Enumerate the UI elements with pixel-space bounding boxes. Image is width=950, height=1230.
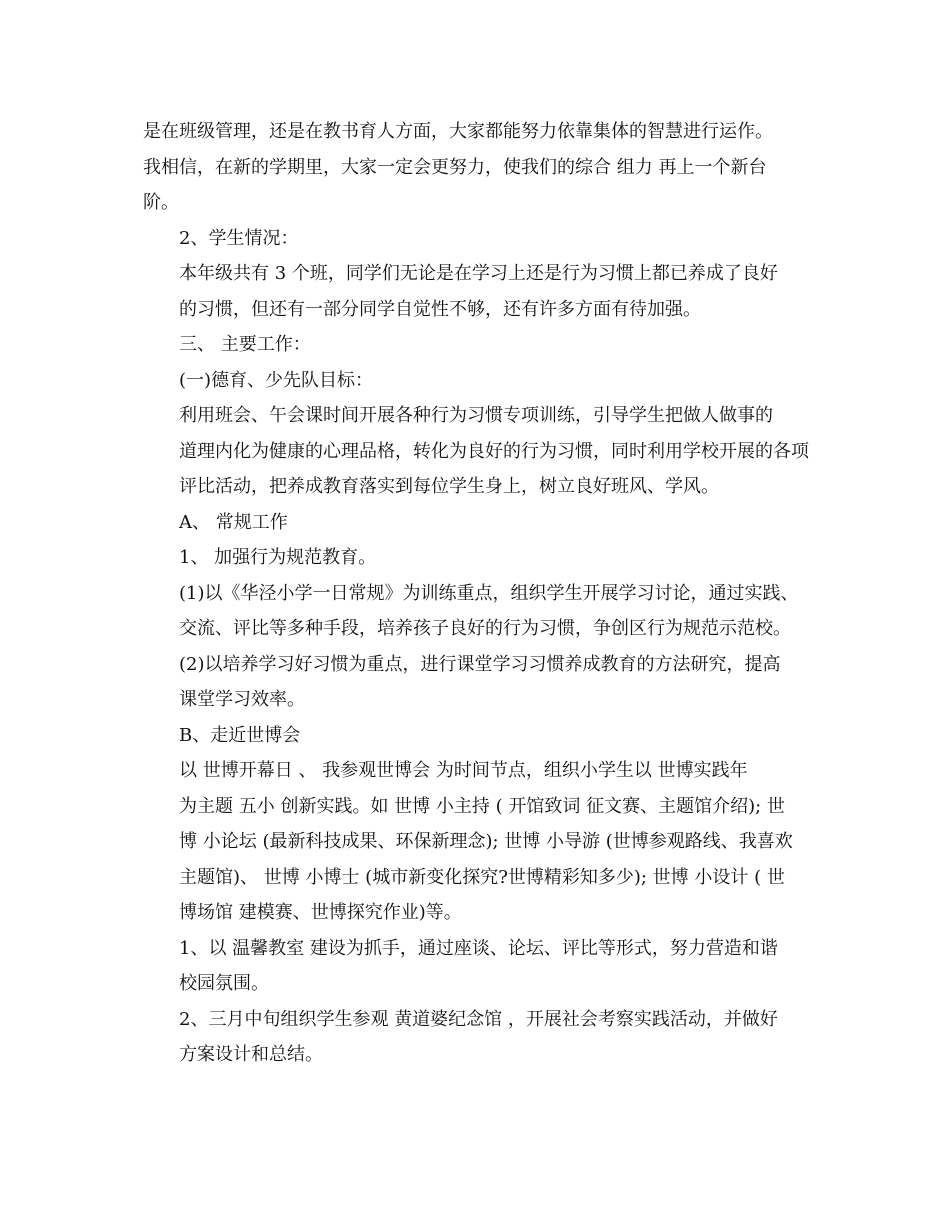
text-line: B、走近世博会 — [179, 724, 301, 746]
paragraph — [143, 576, 833, 647]
text-line: 为主题 五小 创新实践。如 世博 小主持 ( 开馆致词 征文赛、主题馆介绍); 世 — [179, 795, 785, 817]
text-line: 的习惯，但还有一部分同学自觉性不够，还有许多方面有待加强。 — [179, 298, 701, 320]
paragraph — [143, 718, 833, 754]
text-line: 阶。 — [143, 192, 179, 213]
text-line: 主题馆)、 世博 小博士 (城市新变化探究?世博精彩知多少); 世博 小设计 ( 世 — [179, 866, 785, 888]
paragraph — [143, 931, 833, 1002]
paragraph — [143, 221, 833, 257]
text-line: 方案设计和总结。 — [179, 1044, 323, 1065]
text-line: 课堂学习效率。 — [179, 689, 305, 710]
text-line: 2、三月中旬组织学生参观 黄道婆纪念馆 ，开展社会考察实践活动，并做好 — [179, 1008, 778, 1030]
text-line: 1、 加强行为规范教育。 — [179, 547, 377, 568]
text-line: A、 常规工作 — [179, 511, 288, 533]
text-line: 博 小论坛 (最新科技成果、环保新理念); 世博 小导游 (世博参观路线、我喜欢 — [179, 831, 793, 852]
paragraph — [143, 256, 833, 327]
text-line: 我相信，在新的学期里，大家一定会更努力，使我们的综合 组力 再上一个新台 — [143, 156, 767, 178]
paragraph — [143, 1002, 833, 1073]
paragraph — [143, 647, 833, 718]
text-line: 利用班会、午会课时间开展各种行为习惯专项训练，引导学生把做人做事的 — [179, 405, 773, 426]
document-body — [143, 114, 833, 1073]
text-line: 校园氛围。 — [179, 973, 269, 994]
paragraph — [143, 114, 833, 221]
paragraph — [143, 753, 833, 931]
text-line: 博场馆 建模赛、世博探究作业)等。 — [179, 902, 462, 923]
paragraph — [143, 363, 833, 399]
text-line: 评比活动，把养成教育落实到每位学生身上，树立良好班风、学风。 — [179, 476, 719, 497]
text-line: 是在班级管理，还是在教书育人方面，大家都能努力依靠集体的智慧进行运作。 — [143, 121, 773, 142]
text-line: 2、学生情况： — [179, 227, 299, 249]
text-line: 交流、评比等多种手段，培养孩子良好的行为习惯，争创区行为规范示范校。 — [179, 618, 791, 639]
text-line: (一)德育、少先队目标： — [179, 369, 374, 391]
paragraph — [143, 505, 833, 541]
paragraph — [143, 540, 833, 576]
text-line: 三、 主要工作： — [179, 334, 311, 355]
text-line: 道理内化为健康的心理品格，转化为良好的行为习惯，同时利用学校开展的各项 — [179, 440, 809, 462]
text-line: (2)以培养学习好习惯为重点，进行课堂学习习惯养成教育的方法研究，提高 — [179, 653, 781, 675]
paragraph — [143, 398, 833, 505]
text-line: 本年级共有 3 个班，同学们无论是在学习上还是行为习惯上都已养成了良好 — [179, 263, 778, 284]
text-line: (1)以《华泾小学一日常规》为训练重点，组织学生开展学习讨论，通过实践、 — [179, 582, 799, 604]
text-line: 以 世博开幕日 、 我参观世博会 为时间节点，组织小学生以 世博实践年 — [179, 760, 748, 781]
text-line: 1、以 温馨教室 建设为抓手，通过座谈、论坛、评比等形式，努力营造和谐 — [179, 937, 778, 959]
paragraph — [143, 327, 833, 363]
